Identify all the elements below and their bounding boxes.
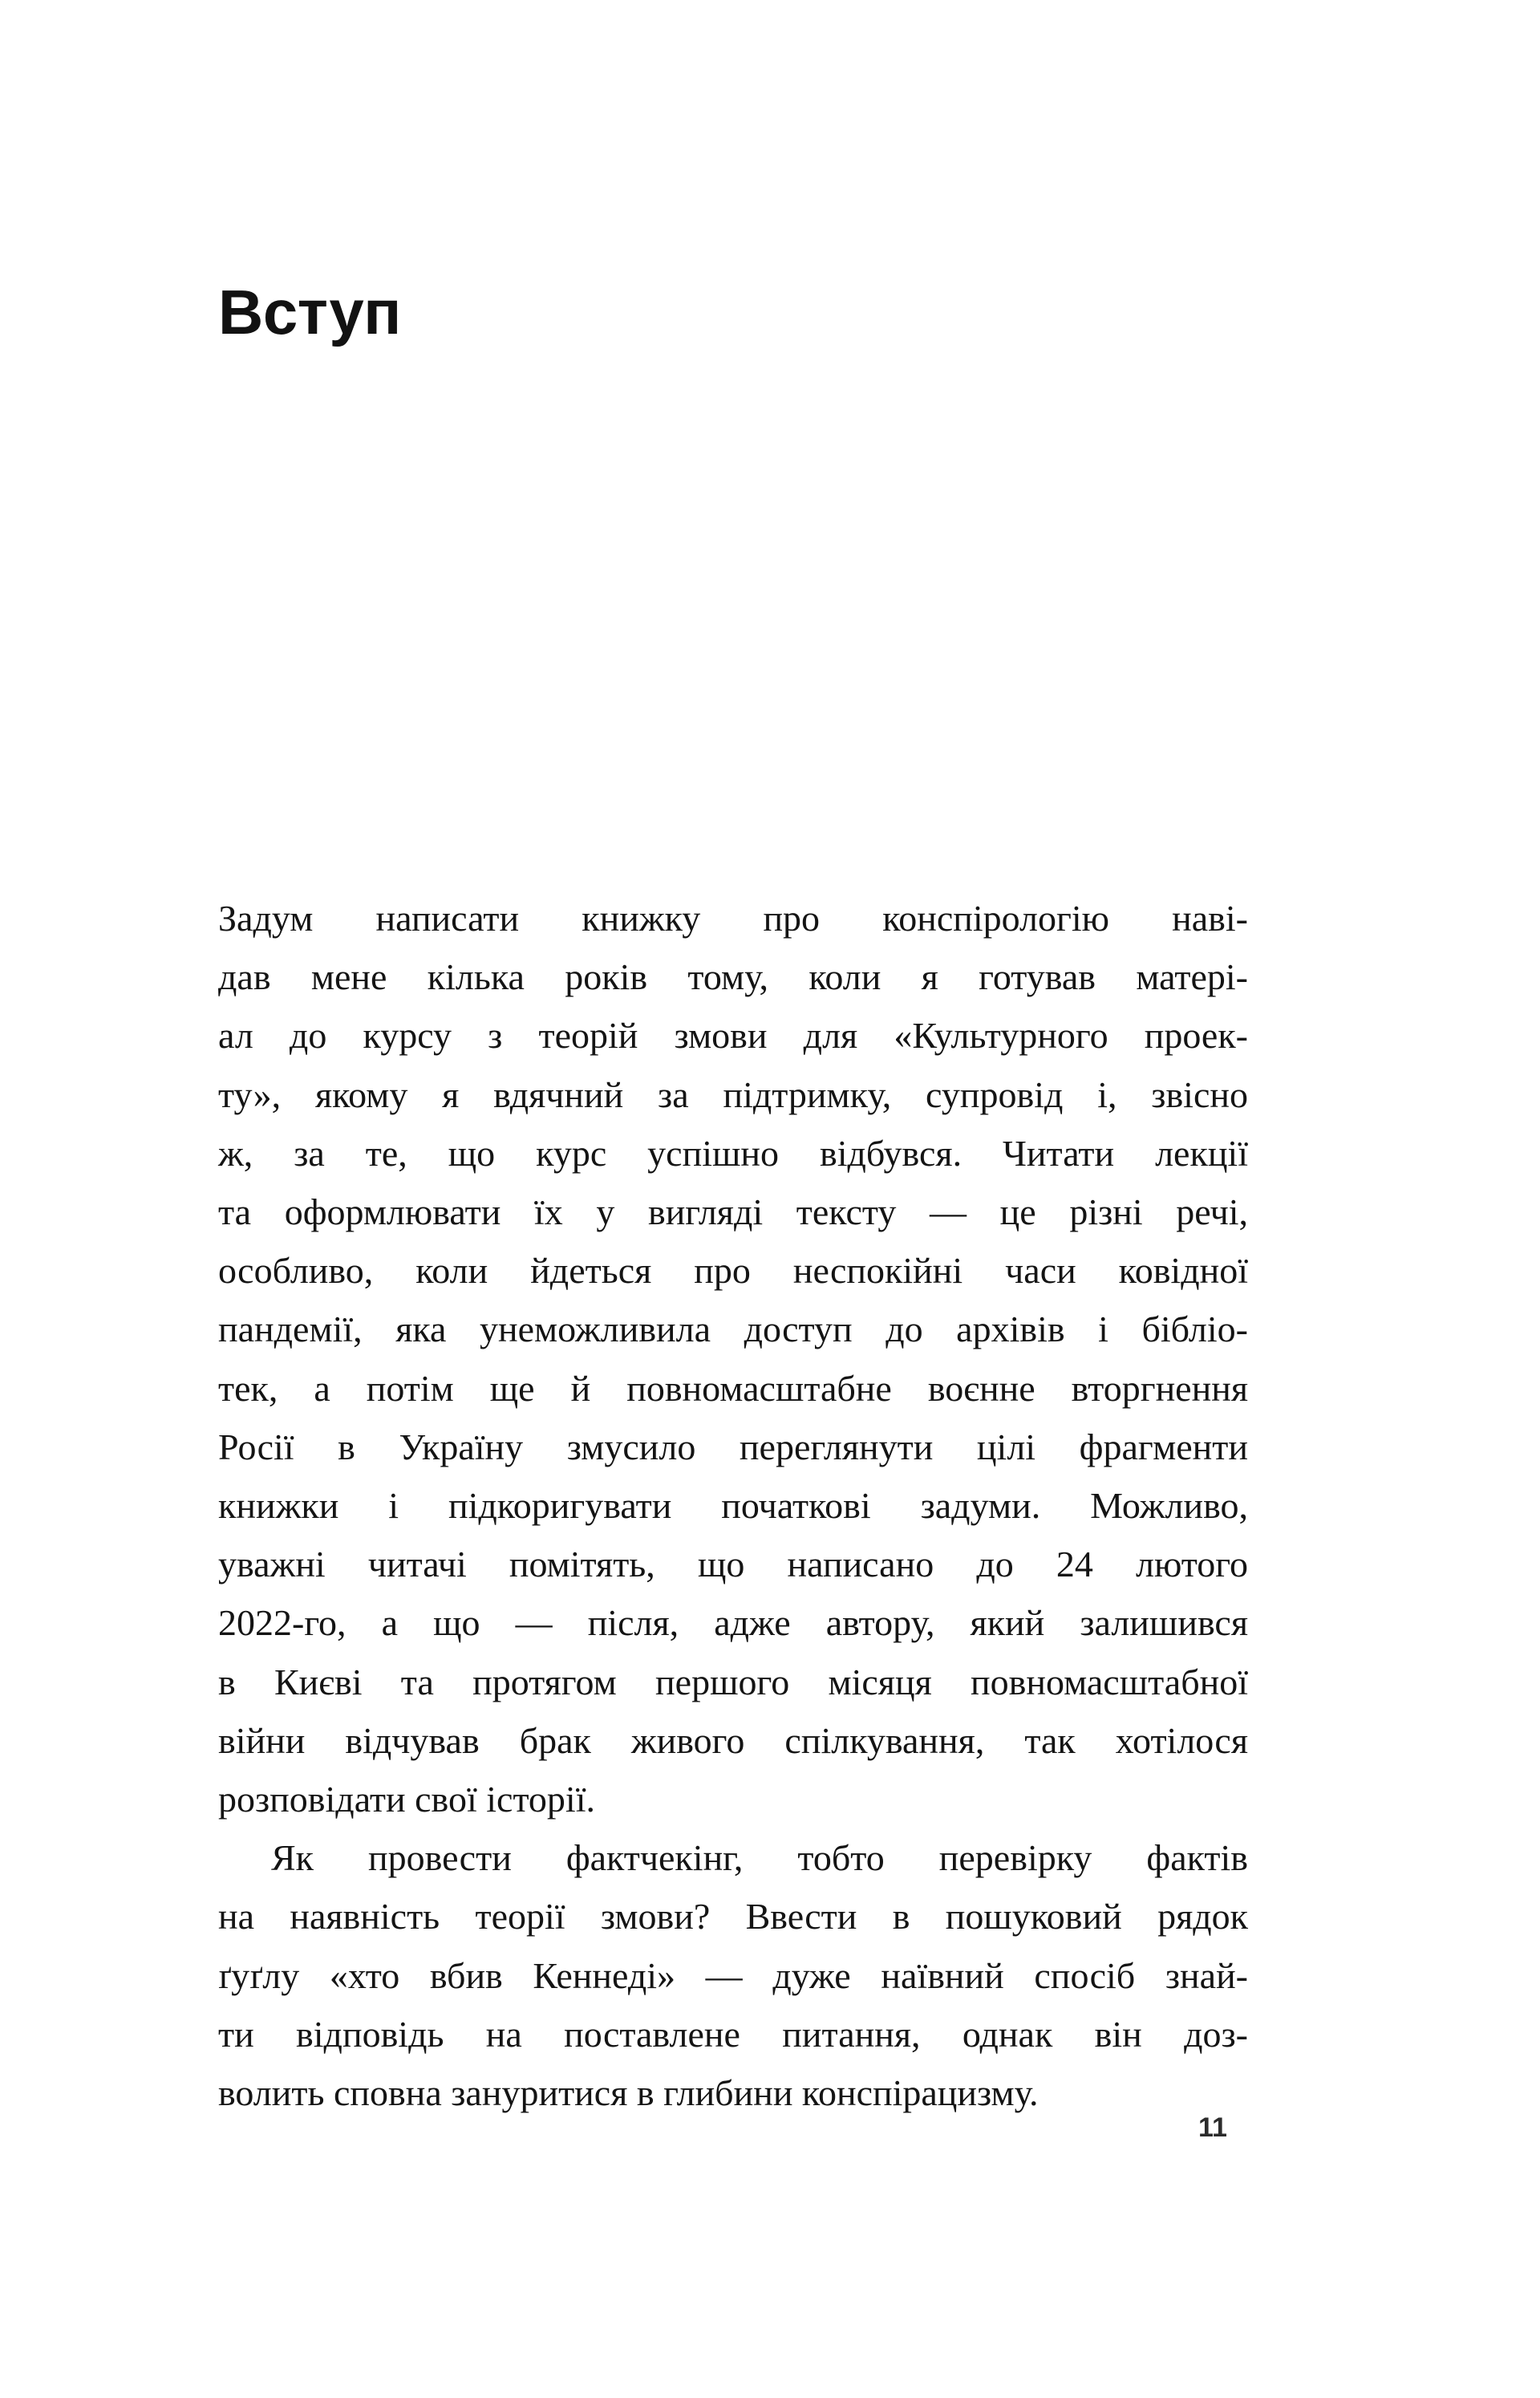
paragraph-1: [218, 889, 1248, 1828]
text-line: дав мене кілька років тому, коли я готував матері-: [218, 956, 1248, 998]
text-line: ал до курсу з теорій змови для «Культурного проек-: [218, 1015, 1248, 1057]
page-number: 11: [1198, 2112, 1227, 2143]
text-line: тек, а потім ще й повномасштабне воєнне вторгнення: [218, 1367, 1248, 1409]
text-line: Задум написати книжку про конспірологію наві-: [218, 898, 1248, 939]
text-line: пандемії, яка унеможливила доступ до архівів і бібліо-: [218, 1309, 1248, 1350]
text-line: Як провести фактчекінг, тобто перевірку фактів: [271, 1837, 1248, 1879]
text-line: уважні читачі помітять, що написано до 24 лютого: [218, 1544, 1248, 1585]
text-line: 2022-го, а що — після, адже автору, який залишився: [218, 1602, 1248, 1644]
text-line: ти відповідь на поставлене питання, однак він доз-: [218, 2013, 1248, 2055]
text-line: війни відчував брак живого спілкування, так хотілося: [218, 1719, 1248, 1761]
text-line: книжки і підкоригувати початкові задуми. Можливо,: [218, 1485, 1248, 1527]
text-line: ту», якому я вдячний за підтримку, супровід і, звісно: [218, 1073, 1248, 1115]
text-line: на наявність теорії змови? Ввести в пошуковий рядок: [218, 1896, 1248, 1937]
text-line: в Києві та протягом першого місяця повномасштабної: [218, 1661, 1248, 1702]
text-line: Росії в Україну змусило переглянути цілі фрагменти: [218, 1426, 1248, 1467]
text-line: ґуґлу «хто вбив Кеннеді» — дуже наївний спосіб знай-: [218, 1954, 1248, 1996]
text-line: ж, за те, що курс успішно відбувся. Читати лекції: [218, 1132, 1248, 1174]
text-line: волить сповна зануритися в глибини конспірацизму.: [218, 2072, 1039, 2114]
body-text-block: [218, 889, 1248, 2122]
page-title: Вступ: [218, 277, 401, 347]
paragraph-2: [218, 1828, 1248, 2122]
text-line: та оформлювати їх у вигляді тексту — це різні речі,: [218, 1191, 1248, 1233]
text-line: особливо, коли йдеться про неспокійні часи ковідної: [218, 1250, 1248, 1292]
text-line: розповідати свої історії.: [218, 1779, 595, 1820]
